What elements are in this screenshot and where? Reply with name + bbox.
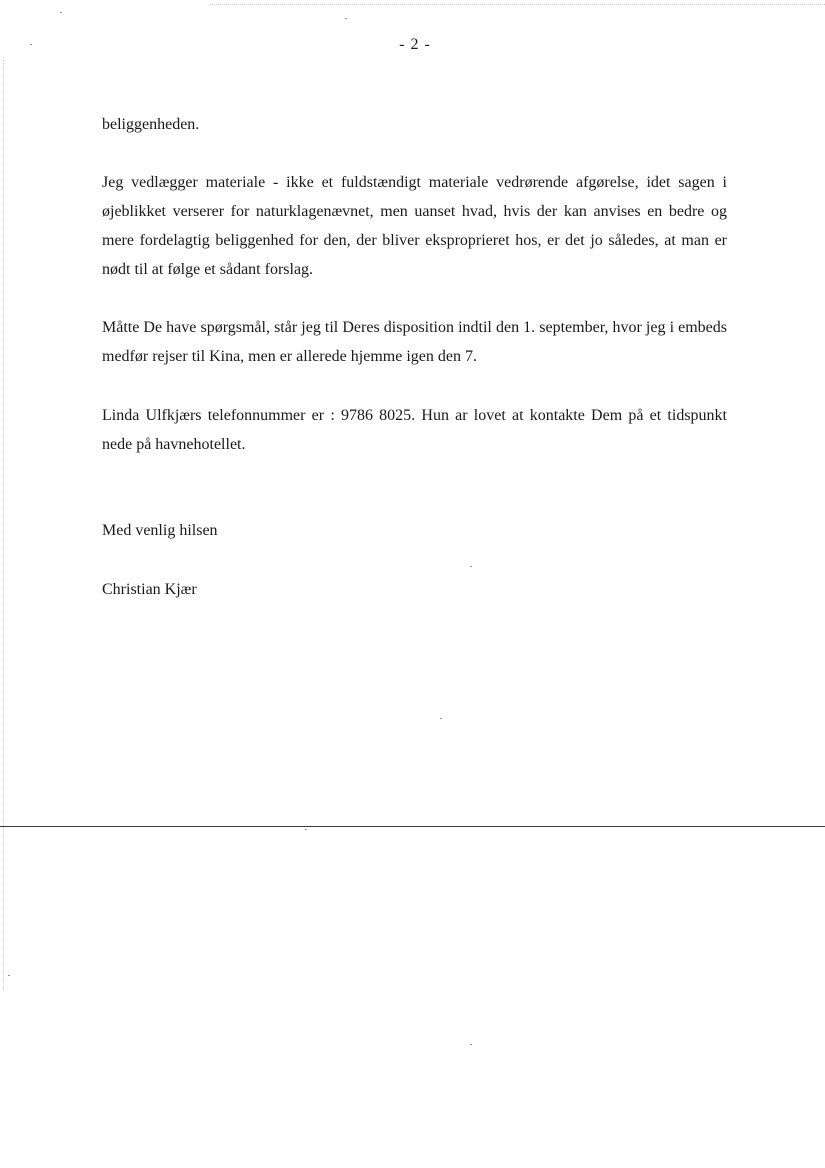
paragraph-contact: Linda Ulfkjærs telefonnummer er : 9786 8025. Hun ar lovet at kontakte Dem på et tidspunkt nede på havnehotellet. — [102, 407, 727, 453]
paragraph-continuation: beliggenheden. — [102, 116, 200, 133]
scan-speck — [470, 566, 472, 567]
scan-speck — [345, 18, 347, 19]
scan-left-edge — [3, 60, 4, 990]
scan-speck — [8, 975, 10, 976]
page-number: - 2 - — [399, 36, 431, 53]
page-fold-line — [0, 826, 825, 827]
closing-greeting: Med venlig hilsen — [102, 522, 218, 539]
paragraph-questions: Måtte De have spørgsmål, står jeg til Deres disposition indtil den 1. september, hvor jeg i embeds medfør rejser til Kina, men er allerede hjemme igen den 7. — [102, 319, 727, 365]
scan-speck — [30, 44, 32, 45]
scan-speck — [305, 829, 307, 830]
scan-speck — [470, 1044, 472, 1045]
paragraph-material: Jeg vedlægger materiale - ikke et fuldstændigt materiale vedrørende afgørelse, idet sagen i øjeblikket verserer for naturklagenævnet, men uanset hvad, hvis der kan anvises en bedre og mere fordelagtig beliggenhed for den, der bliver eksproprieret hos, er det jo således, at man er nødt til at følge et sådant forslag. — [102, 174, 727, 278]
scan-top-edge — [210, 4, 825, 5]
scan-speck — [60, 12, 62, 13]
scan-speck — [440, 718, 442, 719]
signature-name: Christian Kjær — [102, 581, 197, 598]
